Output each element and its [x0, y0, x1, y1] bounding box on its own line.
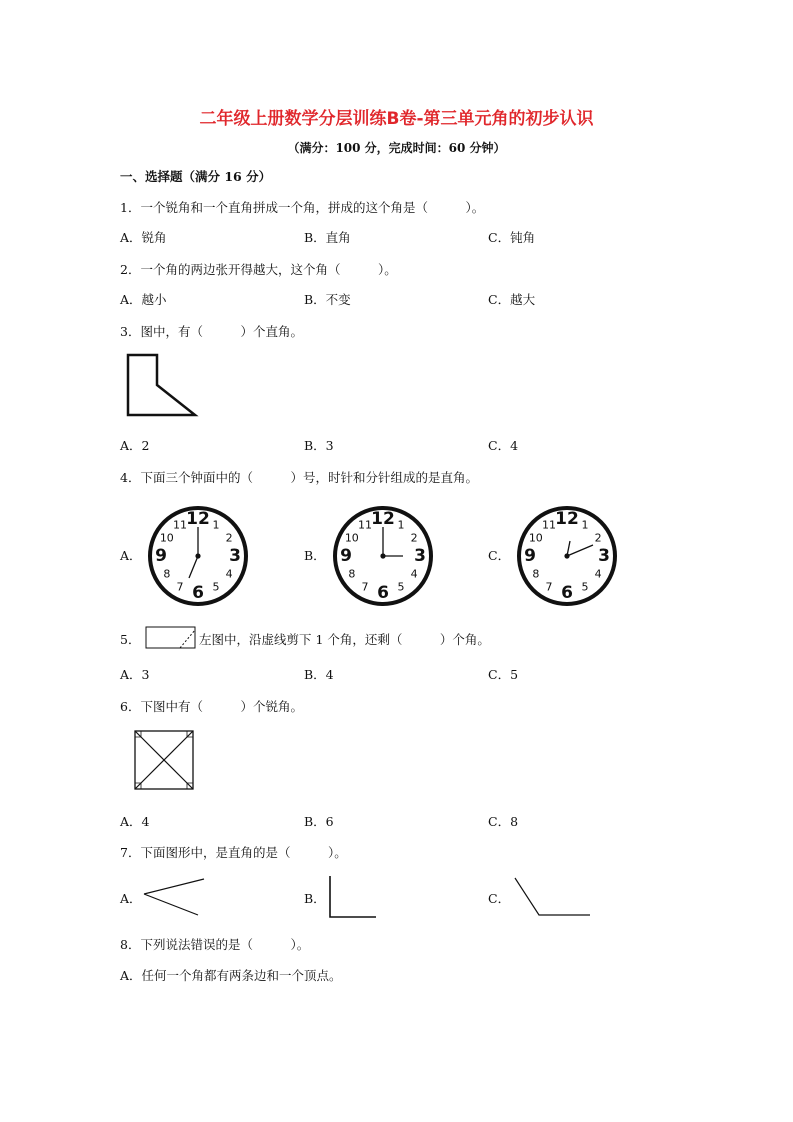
clock-number: 9: [524, 546, 536, 566]
clock-number: 8: [348, 567, 356, 581]
clock-number: 11: [358, 518, 372, 532]
q6-option-b[interactable]: B．6: [304, 814, 334, 829]
clock-number: 2: [594, 531, 602, 545]
clock-center: [380, 553, 385, 558]
clock-number: 6: [377, 583, 389, 603]
q7-option-c[interactable]: C．: [488, 891, 511, 906]
clock-number: 11: [173, 518, 187, 532]
clock-center: [195, 553, 200, 558]
q5-option-a[interactable]: A．3: [120, 667, 150, 682]
clock-number: 8: [532, 567, 540, 581]
q3-option-c[interactable]: C．4: [488, 438, 519, 453]
clock-number: 5: [397, 580, 405, 594]
q5-option-c[interactable]: C．5: [488, 667, 519, 682]
q4-option-c[interactable]: C．: [488, 548, 511, 563]
clock-number: 1: [581, 518, 589, 532]
clock-number: 2: [225, 531, 233, 545]
clock-a: [146, 504, 250, 608]
clock-number: 11: [542, 518, 556, 532]
clock-number: 12: [371, 509, 395, 529]
q7-option-b[interactable]: B．: [304, 891, 326, 906]
clock-number: 1: [212, 518, 220, 532]
clock-number: 10: [159, 531, 174, 545]
q1-option-a[interactable]: A．锐角: [120, 230, 167, 245]
clock-number: 9: [340, 546, 352, 566]
clock-b: [331, 504, 435, 608]
page-title: 二年级上册数学分层训练B卷-第三单元角的初步认识: [199, 109, 594, 129]
q4-option-a[interactable]: A．: [120, 548, 142, 563]
question-6: 6．下图中有（ ）个锐角。: [120, 699, 303, 714]
clock-number: 3: [414, 546, 426, 566]
clock-number: 3: [229, 546, 241, 566]
q1-option-b[interactable]: B．直角: [304, 230, 351, 245]
clock-number: 9: [155, 546, 167, 566]
q5-option-b[interactable]: B．4: [304, 667, 334, 682]
q2-option-b[interactable]: B．不变: [304, 292, 351, 307]
section-heading: 一、选择题（满分 16 分）: [120, 169, 272, 184]
clock-c: [515, 504, 619, 608]
clock-number: 7: [545, 580, 553, 594]
q6-option-c[interactable]: C．8: [488, 814, 519, 829]
clock-hand: [189, 556, 198, 578]
q2-option-c[interactable]: C．越大: [488, 292, 536, 307]
clock-number: 3: [598, 546, 610, 566]
page-subtitle: （满分：100 分，完成时间：60 分钟）: [287, 141, 506, 155]
q3-option-b[interactable]: B．3: [304, 438, 334, 453]
square-diagonals-figure: [133, 729, 195, 791]
question-8: 8．下列说法错误的是（ ）。: [120, 937, 310, 952]
question-2: 2．一个角的两边张开得越大，这个角（ ）。: [120, 262, 397, 277]
clock-hand: [567, 545, 593, 556]
clock-number: 1: [397, 518, 405, 532]
clock-number: 4: [594, 567, 602, 581]
q3-option-a[interactable]: A．2: [120, 438, 150, 453]
clock-number: 4: [225, 567, 233, 581]
question-5: 左图中，沿虚线剪下 1 个角，还剩（ ）个角。: [199, 632, 490, 647]
clock-number: 7: [176, 580, 184, 594]
clock-number: 10: [528, 531, 543, 545]
question-3: 3．图中，有（ ）个直角。: [120, 324, 303, 339]
clock-number: 12: [555, 509, 579, 529]
q8-option-a[interactable]: A．任何一个角都有两条边和一个顶点。: [120, 968, 342, 983]
clock-number: 8: [163, 567, 171, 581]
clock-number: 2: [410, 531, 418, 545]
clock-number: 10: [344, 531, 359, 545]
right-angle-figure: [326, 874, 380, 920]
question-1: 1．一个锐角和一个直角拼成一个角，拼成的这个角是（ ）。: [120, 200, 485, 215]
acute-angle-figure: [142, 875, 208, 919]
question-5-number: 5．: [120, 632, 141, 647]
clock-number: 6: [561, 583, 573, 603]
rectangle-cut-figure: [145, 626, 197, 650]
clock-number: 12: [186, 509, 210, 529]
question-7: 7．下面图形中，是直角的是（ ）。: [120, 845, 347, 860]
boot-shape-figure: [120, 350, 202, 420]
q6-option-a[interactable]: A．4: [120, 814, 150, 829]
clock-center: [564, 553, 569, 558]
q2-option-a[interactable]: A．越小: [120, 292, 167, 307]
clock-number: 7: [361, 580, 369, 594]
question-4: 4．下面三个钟面中的（ ）号，时针和分针组成的是直角。: [120, 470, 478, 485]
clock-number: 6: [192, 583, 204, 603]
clock-number: 5: [581, 580, 589, 594]
q7-option-a[interactable]: A．: [120, 891, 142, 906]
clock-number: 5: [212, 580, 220, 594]
obtuse-angle-figure: [512, 874, 594, 920]
q1-option-c[interactable]: C．钝角: [488, 230, 536, 245]
clock-number: 4: [410, 567, 418, 581]
q4-option-b[interactable]: B．: [304, 548, 326, 563]
